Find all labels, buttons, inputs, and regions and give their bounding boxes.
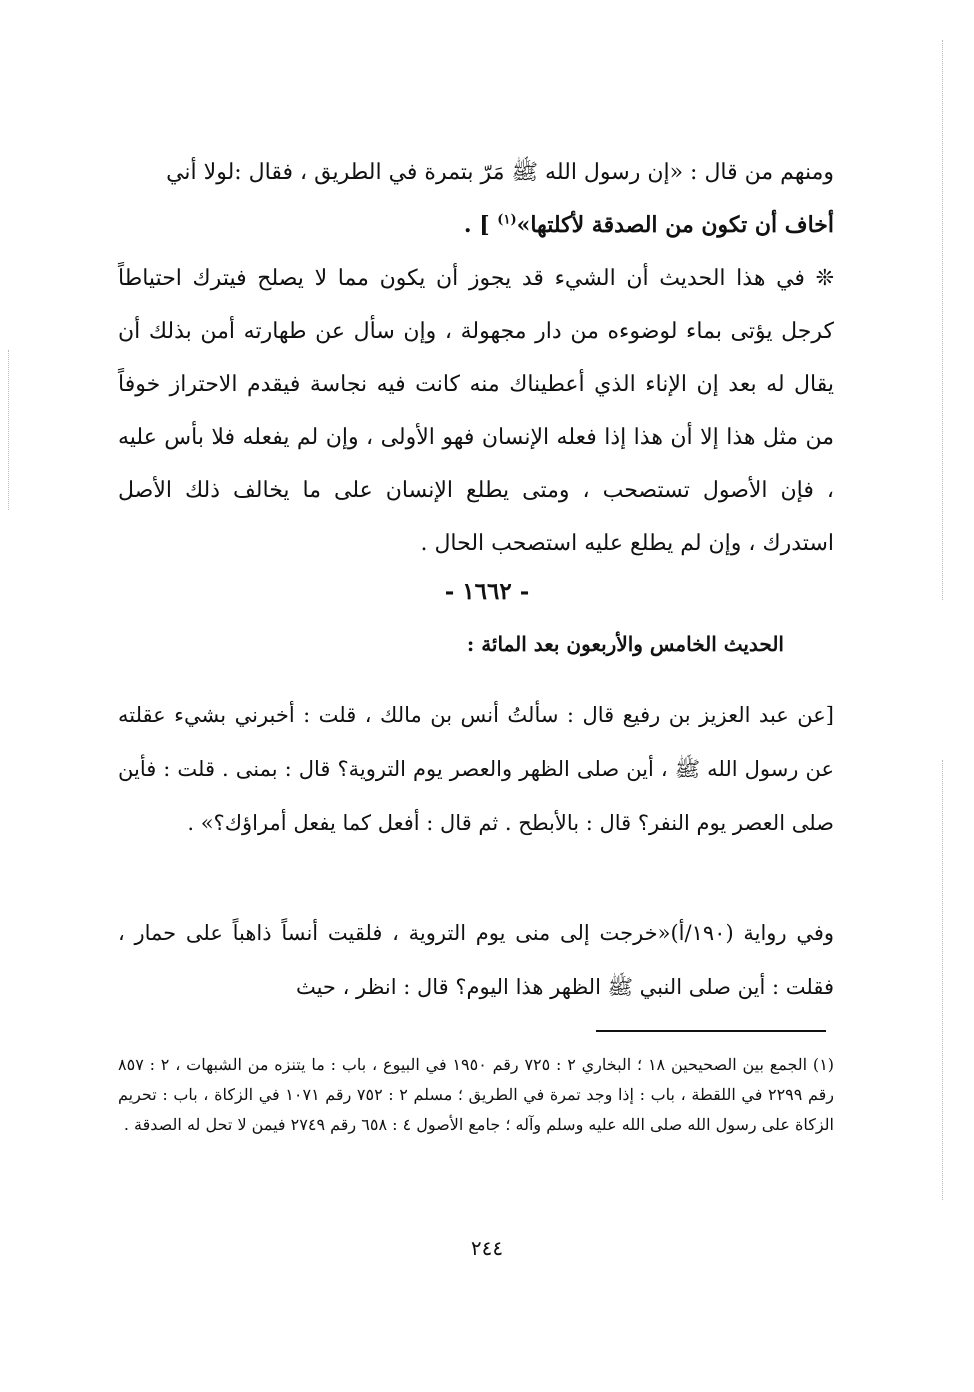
riwaya-paragraph — [118, 906, 834, 1014]
commentary-paragraph — [118, 252, 834, 570]
scan-margin-mark-right-2 — [942, 760, 943, 1200]
opening-bracket-close: ] . — [463, 212, 498, 238]
footnote-1: (١) الجمع بين الصحيحين ١٨ ؛ البخاري ٢ : ٧٢٥ رقم ١٩٥٠ في البيوع ، باب : ما يتنزه من الشبهات ، ٢ : ٨٥٧ رقم ٢٢٩٩ في اللقطة ، باب : إذا وجد تمرة في الطريق ؛ مسلم ٢ : ٧٥٢ رقم ١٠٧١ في الزكاة ، باب : تحريم الزكاة على رسول الله صلى الله عليه وسلم وآله ؛ جامع الأصول ٤ : ٦٥٨ رقم ٢٧٤٩ فيمن لا تحل له الصدقة . — [118, 1055, 835, 1134]
hadith-number: - ١٦٦٢ - — [444, 578, 530, 605]
footnotes — [118, 1050, 834, 1140]
opening-text-line-2: أخاف أن تكون من الصدقة لأكلتها» — [516, 212, 834, 238]
hadith-heading: الحديث الخامس والأربعون بعد المائة : — [466, 632, 784, 656]
footnote-reference: (١) — [497, 212, 517, 228]
commentary-text: ❊ في هذا الحديث أن الشيء قد يجوز أن يكون مما لا يصلح فيترك احتياطاً كرجل يؤتى بماء لوضوءه من دار مجهولة ، وإن سأل عن طهارته أمن بذلك أن يقال له بعد إن الإناء الذي أعطيناك منه كانت فيه نجاسة فيقدم الاحتراز خوفاً من مثل هذا إلا أن هذا إذا فعله الإنسان فهو الأولى ، وإن لم يفعله فلا بأس عليه ، فإن الأصول تستصحب ، ومتى يطلع الإنسان على ما يخالف ذلك الأصل استدرك ، وإن لم يطلع عليه استصحب الحال . — [118, 266, 835, 556]
opening-text-line-1: ومنهم من قال : «إن رسول الله ﷺ مَرّ بتمرة في الطريق ، فقال :لولا أني — [166, 160, 834, 185]
footnote-separator — [596, 1030, 826, 1032]
hadith-paragraph — [118, 688, 834, 850]
page-number: ٢٤٤ — [470, 1236, 504, 1260]
scan-margin-mark-left — [8, 350, 9, 510]
opening-line-2 — [118, 199, 834, 252]
opening-line-1 — [118, 146, 834, 199]
opening-paragraph — [118, 146, 834, 252]
hadith-text: [عن عبد العزيز بن رفيع قال : سألتُ أنس بن مالك ، قلت : أخبرني بشيء عقلته عن رسول الله ﷺ ، أين صلى الظهر والعصر يوم التروية؟ قال : بمنى . قلت : فأين صلى العصر يوم النفر؟ قال : بالأبطح . ثم قال : أفعل كما يفعل أمراؤك؟» . — [118, 703, 834, 835]
scan-margin-mark-right-1 — [942, 40, 943, 600]
riwaya-text: وفي رواية (١٩٠/أ)«خرجت إلى منى يوم التروية ، فلقيت أنساً ذاهباً على حمار ، فقلت : أين صلى النبي ﷺ الظهر هذا اليوم؟ قال : انظر ، حيث — [118, 921, 834, 999]
